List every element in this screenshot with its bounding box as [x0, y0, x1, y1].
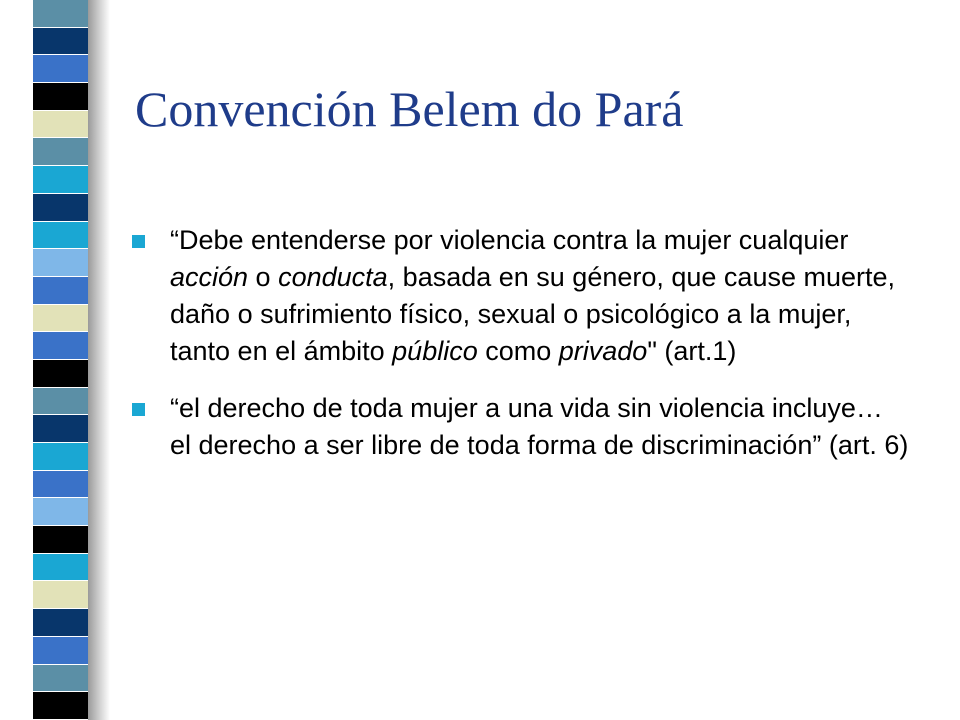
decorative-color-strip	[33, 0, 88, 720]
strip-block	[33, 332, 88, 360]
strip-block	[33, 83, 88, 111]
strip-block	[33, 415, 88, 443]
strip-block	[33, 388, 88, 416]
strip-block	[33, 471, 88, 499]
strip-block	[33, 665, 88, 693]
emphasized-text: público	[392, 336, 478, 366]
emphasized-text: privado	[558, 336, 648, 366]
bullet-text: “Debe entenderse por violencia contra la mujer cualquier	[170, 225, 849, 255]
strip-block	[33, 0, 88, 28]
bullet-text: , basada en su género, que cause muerte, daño o sufrimiento físico, sexual o psicológico a la mujer, tanto en el ámbito	[170, 262, 896, 366]
bullet-text: " (art.1)	[647, 336, 737, 366]
strip-block	[33, 277, 88, 305]
square-bullet-icon	[132, 403, 145, 416]
strip-block	[33, 194, 88, 222]
strip-block	[33, 360, 88, 388]
bullet-item	[130, 390, 910, 464]
strip-block	[33, 609, 88, 637]
strip-block	[33, 138, 88, 166]
strip-block	[33, 249, 88, 277]
strip-block	[33, 305, 88, 333]
bullet-list	[130, 222, 910, 484]
strip-block	[33, 55, 88, 83]
emphasized-text: conducta	[278, 262, 388, 292]
bullet-text: como	[477, 336, 559, 366]
bullet-text: “el derecho de toda mujer a una vida sin violencia incluye… el derecho a ser libre de toda forma de discriminación” (art. 6)	[170, 393, 909, 460]
strip-block	[33, 498, 88, 526]
strip-block	[33, 692, 88, 720]
strip-block	[33, 222, 88, 250]
square-bullet-icon	[132, 235, 145, 248]
emphasized-text: acción	[170, 262, 249, 292]
strip-block	[33, 526, 88, 554]
strip-block	[33, 443, 88, 471]
strip-block	[33, 554, 88, 582]
strip-block	[33, 166, 88, 194]
strip-block	[33, 28, 88, 56]
strip-block	[33, 111, 88, 139]
strip-block	[33, 581, 88, 609]
strip-shadow	[88, 0, 110, 720]
strip-block	[33, 637, 88, 665]
slide-title: Convención Belem do Pará	[135, 81, 684, 137]
bullet-text: o	[248, 262, 279, 292]
bullet-item	[130, 222, 910, 370]
